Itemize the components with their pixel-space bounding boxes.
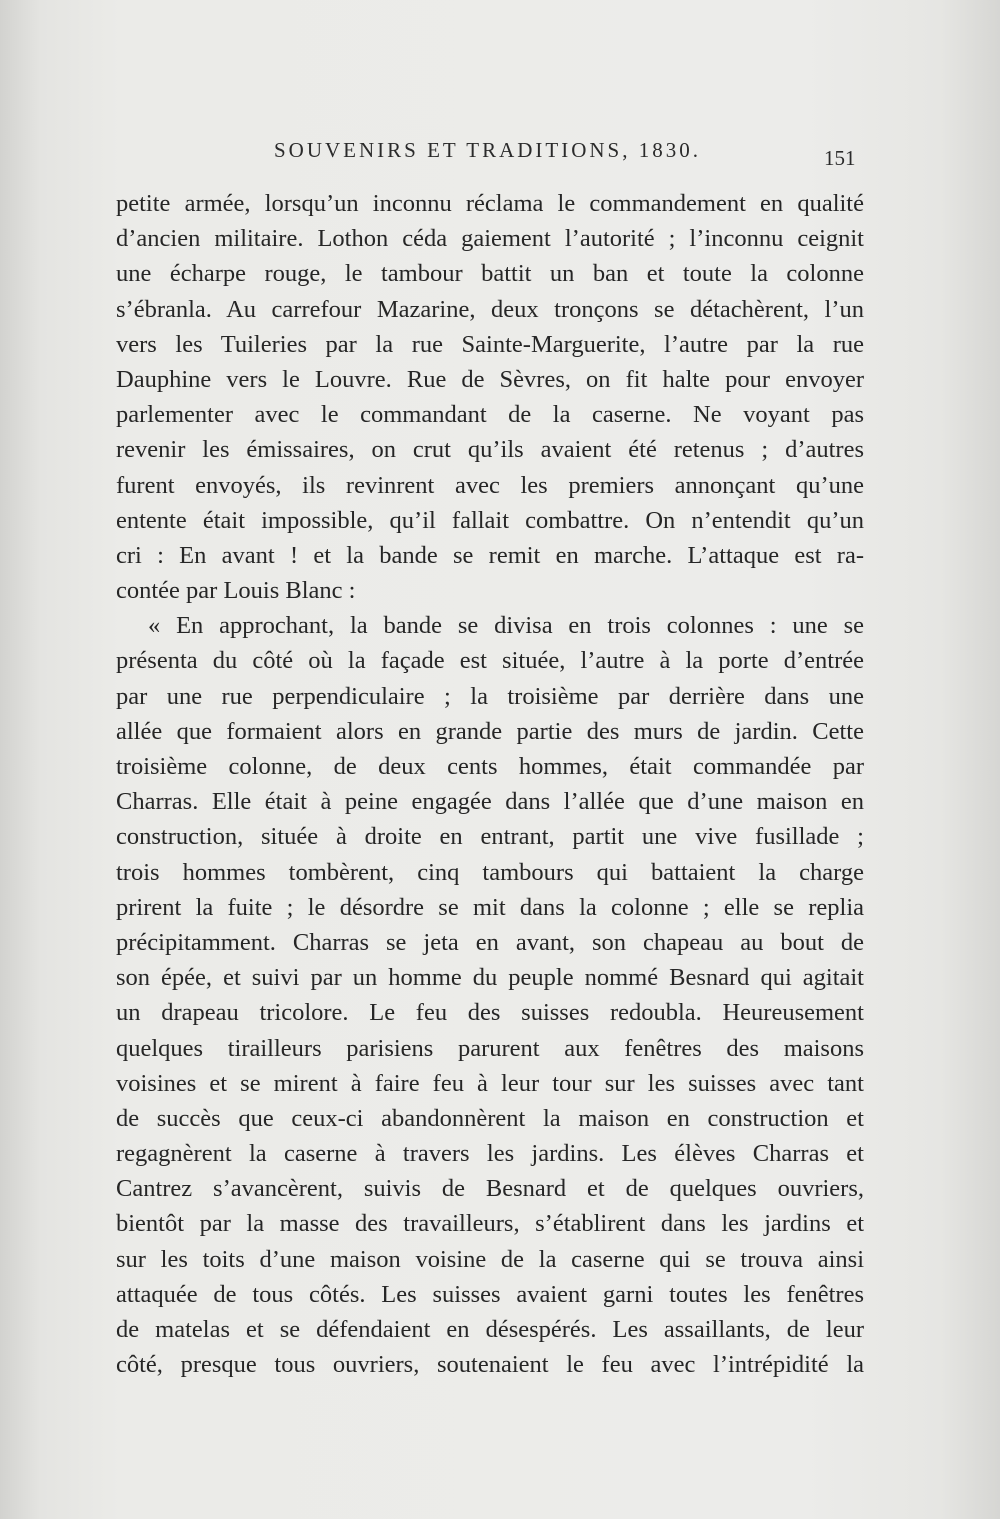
text-line: présenta du côté où la façade est située, l’autre à la porte d’entrée <box>116 647 864 675</box>
text-line: par une rue perpendiculaire ; la troisième par derrière dans une <box>116 682 864 710</box>
text-line: précipitamment. Charras se jeta en avant, son chapeau au bout de <box>116 928 864 956</box>
text-line: un drapeau tricolore. Le feu des suisses redoubla. Heureusement <box>116 999 864 1027</box>
text-line: construction, située à droite en entrant, partit une vive fusillade ; <box>116 823 864 851</box>
text-line: bientôt par la masse des travailleurs, s’établirent dans les jardins et <box>116 1210 864 1238</box>
text-line: prirent la fuite ; le désordre se mit dans la colonne ; elle se replia <box>116 893 864 921</box>
text-line: vers les Tuileries par la rue Sainte-Marguerite, l’autre par la rue <box>116 330 864 358</box>
text-line: petite armée, lorsqu’un inconnu réclama le commandement en qualité <box>116 190 864 217</box>
text-line: trois hommes tombèrent, cinq tambours qui battaient la charge <box>116 858 864 886</box>
text-line: attaquée de tous côtés. Les suisses avaient garni toutes les fenêtres <box>116 1280 864 1308</box>
text-line: voisines et se mirent à faire feu à leur tour sur les suisses avec tant <box>116 1069 864 1097</box>
running-head <box>0 138 1000 178</box>
text-line: Cantrez s’avancèrent, suivis de Besnard et de quelques ouvriers, <box>116 1175 864 1203</box>
text-line: Charras. Elle était à peine engagée dans l’allée que d’une maison en <box>116 788 864 816</box>
text-line: contée par Louis Blanc : <box>116 577 356 605</box>
text-line: quelques tirailleurs parisiens parurent aux fenêtres des maisons <box>116 1034 864 1062</box>
text-line: entente était impossible, qu’il fallait combattre. On n’entendit qu’un <box>116 506 864 534</box>
text-line: furent envoyés, ils revinrent avec les premiers annonçant qu’une <box>116 471 864 499</box>
text-line: son épée, et suivi par un homme du peuple nommé Besnard qui agitait <box>116 964 864 992</box>
running-head-title: SOUVENIRS ET TRADITIONS, 1830. <box>274 138 701 162</box>
text-line: parlementer avec le commandant de la caserne. Ne voyant pas <box>116 401 864 429</box>
page-number: 151 <box>824 146 856 170</box>
text-line: de succès que ceux-ci abandonnèrent la maison en construction et <box>116 1104 864 1132</box>
text-line: sur les toits d’une maison voisine de la caserne qui se trouva ainsi <box>116 1245 864 1273</box>
text-line: cri : En avant ! et la bande se remit en marche. L’attaque est ra- <box>116 541 864 569</box>
text-line: d’ancien militaire. Lothon céda gaiement l’autorité ; l’inconnu ceignit <box>116 225 864 253</box>
body-text <box>116 186 864 1382</box>
text-line: de matelas et se défendaient en désespérés. Les assaillants, de leur <box>116 1316 864 1343</box>
text-line: revenir les émissaires, on crut qu’ils avaient été retenus ; d’autres <box>116 436 864 464</box>
text-line: Dauphine vers le Louvre. Rue de Sèvres, on fit halte pour envoyer <box>116 365 864 393</box>
text-line: troisième colonne, de deux cents hommes, était commandée par <box>116 753 864 780</box>
text-line: une écharpe rouge, le tambour battit un ban et toute la colonne <box>116 260 864 288</box>
text-line: s’ébranla. Au carrefour Mazarine, deux tronçons se détachèrent, l’un <box>116 295 864 323</box>
text-line: côté, presque tous ouvriers, soutenaient le feu avec l’intrépidité la <box>116 1351 864 1379</box>
text-line: regagnèrent la caserne à travers les jardins. Les élèves Charras et <box>116 1140 864 1168</box>
quote-start-line: « En approchant, la bande se divisa en trois colonnes : une se <box>148 612 864 640</box>
text-line: allée que formaient alors en grande partie des murs de jardin. Cette <box>116 717 864 745</box>
